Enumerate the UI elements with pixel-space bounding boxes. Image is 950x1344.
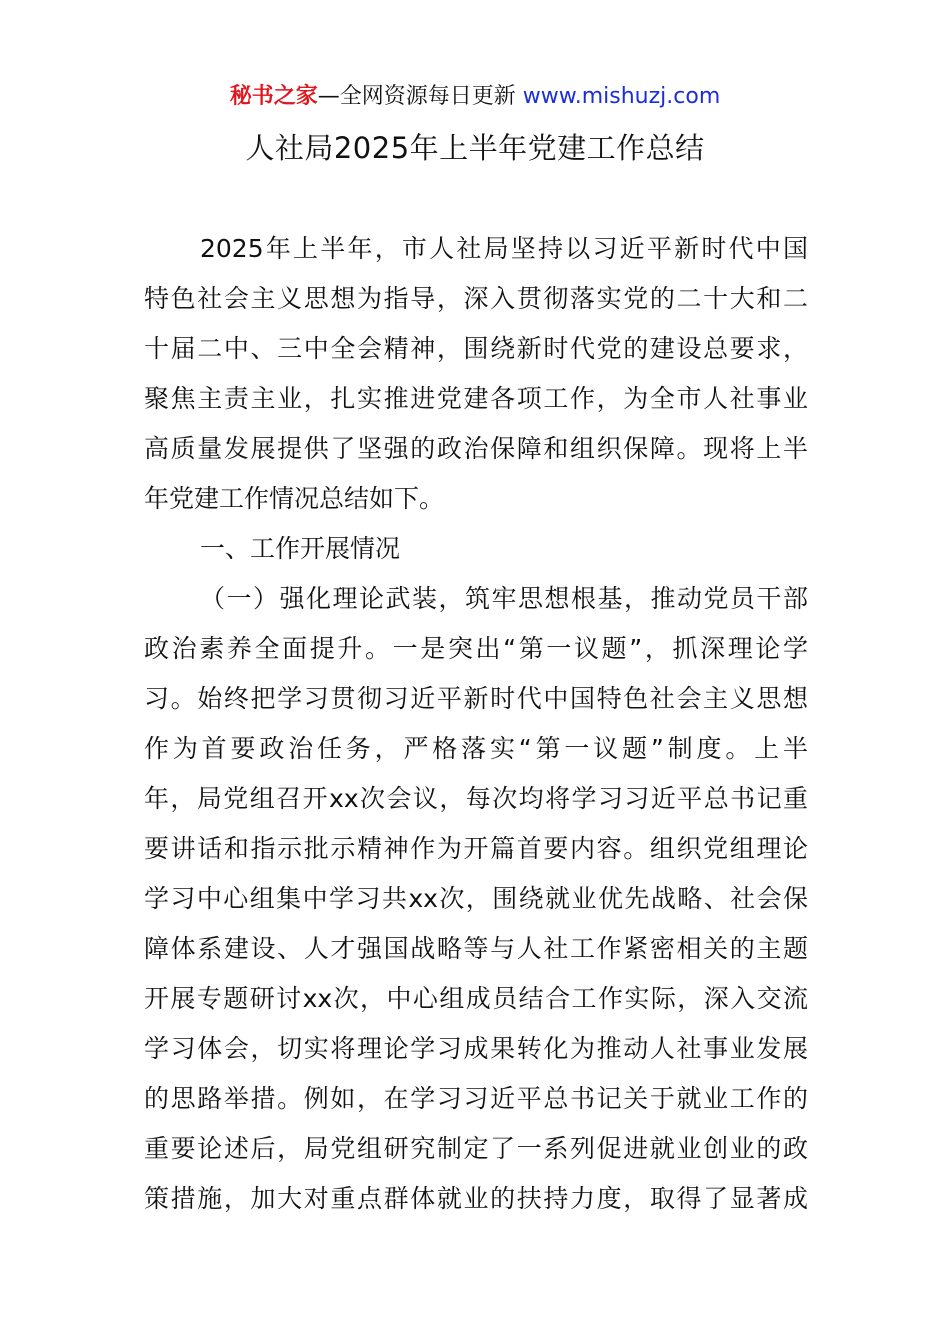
paragraph-line: 高质量发展提供了坚强的政治保障和组织保障。现将上半: [144, 434, 808, 463]
paragraph-line: 2025年上半年，市人社局坚持以习近平新时代中国: [200, 234, 808, 263]
paragraph-line: 习。始终把学习贯彻习近平新时代中国特色社会主义思想: [144, 684, 808, 713]
paragraph-line: 特色社会主义思想为指导，深入贯彻落实党的二十大和二: [144, 284, 808, 313]
paragraph-line: 障体系建设、人才强国战略等与人社工作紧密相关的主题: [144, 934, 808, 963]
paragraph-line: 作为首要政治任务，严格落实“第一议题”制度。上半: [144, 734, 808, 763]
site-tagline: —全网资源每日更新: [317, 84, 516, 109]
paragraph-line: 年，局党组召开xx次会议，每次均将学习习近平总书记重: [144, 784, 808, 813]
document-body: [144, 224, 808, 1224]
paragraph-line: （一）强化理论武装，筑牢思想根基，推动党员干部: [200, 584, 808, 613]
paragraph-line: 学习体会，切实将理论学习成果转化为推动人社事业发展: [144, 1034, 808, 1063]
paragraph-line: 政治素养全面提升。一是突出“第一议题”，抓深理论学: [144, 634, 808, 663]
paragraph-line: 开展专题研讨xx次，中心组成员结合工作实际，深入交流: [144, 984, 808, 1013]
site-header: [0, 80, 950, 114]
paragraph-line: 重要论述后，局党组研究制定了一系列促进就业创业的政: [144, 1134, 808, 1163]
paragraph-line: 十届二中、三中全会精神，围绕新时代党的建设总要求，: [144, 334, 808, 363]
paragraph-line: 年党建工作情况总结如下。: [144, 484, 445, 513]
paragraph-line: 要讲话和指示批示精神作为开篇首要内容。组织党组理论: [144, 834, 808, 863]
site-brand: 秘书之家: [229, 84, 318, 109]
paragraph-line: 学习中心组集中学习共xx次，围绕就业优先战略、社会保: [144, 884, 808, 913]
document-title: 人社局2025年上半年党建工作总结: [245, 131, 705, 165]
paragraph-line: 策措施，加大对重点群体就业的扶持力度，取得了显著成: [144, 1184, 808, 1213]
section-heading: 一、工作开展情况: [200, 534, 401, 563]
paragraph-line: 聚焦主责主业，扎实推进党建各项工作，为全市人社事业: [144, 384, 808, 413]
site-url-link[interactable]: www.mishuzj.com: [522, 84, 721, 109]
paragraph-line: 的思路举措。例如，在学习习近平总书记关于就业工作的: [144, 1084, 808, 1113]
